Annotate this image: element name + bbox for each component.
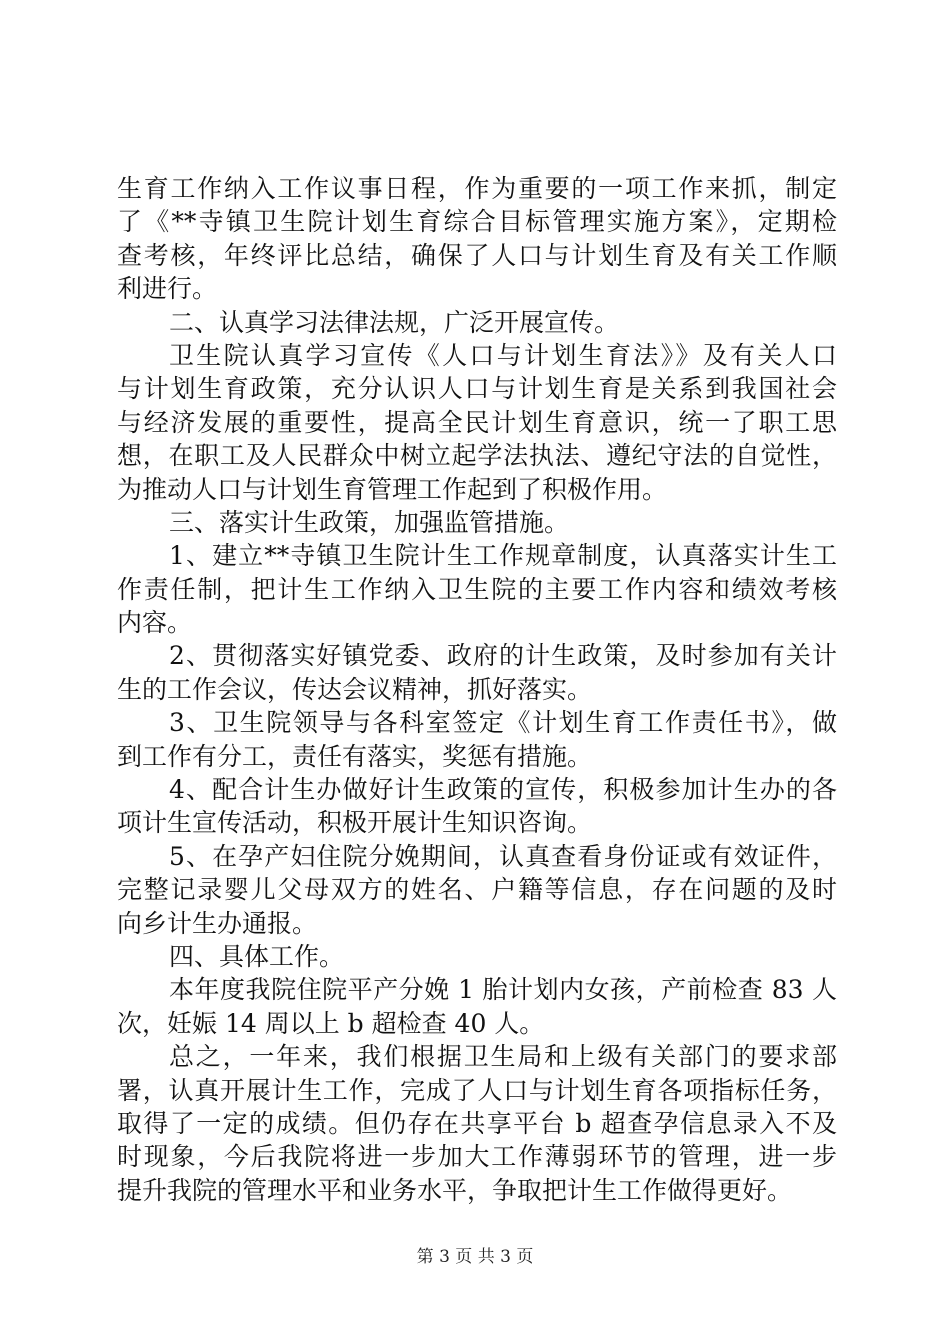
text-line: 4、配合计生办做好计生政策的宣传，积极参加计生办的各 — [169, 775, 837, 805]
text-line: 二、认真学习法律法规，广泛开展宣传。 — [169, 307, 620, 337]
text-line: 与计划生育政策，充分认识人口与计划生育是关系到我国社会 — [117, 374, 837, 404]
document-body — [117, 172, 837, 1207]
text-line: 向乡计生办通报。 — [117, 908, 318, 938]
text-line: 与经济发展的重要性，提高全民计划生育意识，统一了职工思 — [117, 407, 837, 437]
text-line: 完整记录婴儿父母双方的姓名、户籍等信息，存在问题的及时 — [117, 875, 837, 905]
text-line: 时现象，今后我院将进一步加大工作薄弱环节的管理，进一步 — [117, 1142, 837, 1172]
text-line: 2、贯彻落实好镇党委、政府的计生政策，及时参加有关计 — [169, 641, 837, 671]
text-line: 查考核，年终评比总结，确保了人口与计划生育及有关工作顺 — [117, 240, 837, 270]
text-line: 1、建立**寺镇卫生院计生工作规章制度，认真落实计生工 — [169, 541, 837, 571]
text-line: 署，认真开展计生工作，完成了人口与计划生育各项指标任务， — [117, 1075, 837, 1105]
text-line: 三、落实计生政策，加强监管措施。 — [169, 507, 570, 537]
text-line: 5、在孕产妇住院分娩期间，认真查看身份证或有效证件， — [169, 841, 837, 871]
text-line: 提升我院的管理水平和业务水平，争取把计生工作做得更好。 — [117, 1175, 793, 1205]
text-line: 到工作有分工，责任有落实，奖惩有措施。 — [117, 741, 593, 771]
text-line: 次，妊娠 14 周以上 b 超检查 40 人。 — [117, 1008, 545, 1038]
text-line: 生的工作会议，传达会议精神，抓好落实。 — [117, 674, 593, 704]
text-line: 总之，一年来，我们根据卫生局和上级有关部门的要求部 — [169, 1042, 837, 1072]
text-line: 本年度我院住院平产分娩 1 胎计划内女孩，产前检查 83 人 — [169, 975, 837, 1005]
text-line: 卫生院认真学习宣传《人口与计划生育法》》及有关人口 — [169, 340, 837, 370]
text-line: 想，在职工及人民群众中树立起学法执法、遵纪守法的自觉性， — [117, 441, 837, 471]
text-line: 生育工作纳入工作议事日程，作为重要的一项工作来抓，制定 — [117, 174, 837, 203]
text-line: 3、卫生院领导与各科室签定《计划生育工作责任书》，做 — [169, 708, 837, 738]
text-line: 了《**寺镇卫生院计划生育综合目标管理实施方案》，定期检 — [117, 207, 837, 237]
text-line: 四、具体工作。 — [169, 941, 345, 971]
text-line: 作责任制，把计生工作纳入卫生院的主要工作内容和绩效考核 — [117, 574, 837, 604]
text-line: 内容。 — [117, 608, 193, 638]
text-line: 为推动人口与计划生育管理工作起到了积极作用。 — [117, 474, 668, 504]
text-line: 利进行。 — [117, 274, 218, 304]
page-footer: 第 3 页 共 3 页 — [416, 1247, 534, 1267]
text-line: 取得了一定的成绩。但仍存在共享平台 b 超查孕信息录入不及 — [117, 1108, 837, 1138]
text-line: 项计生宣传活动，积极开展计生知识咨询。 — [117, 808, 593, 838]
